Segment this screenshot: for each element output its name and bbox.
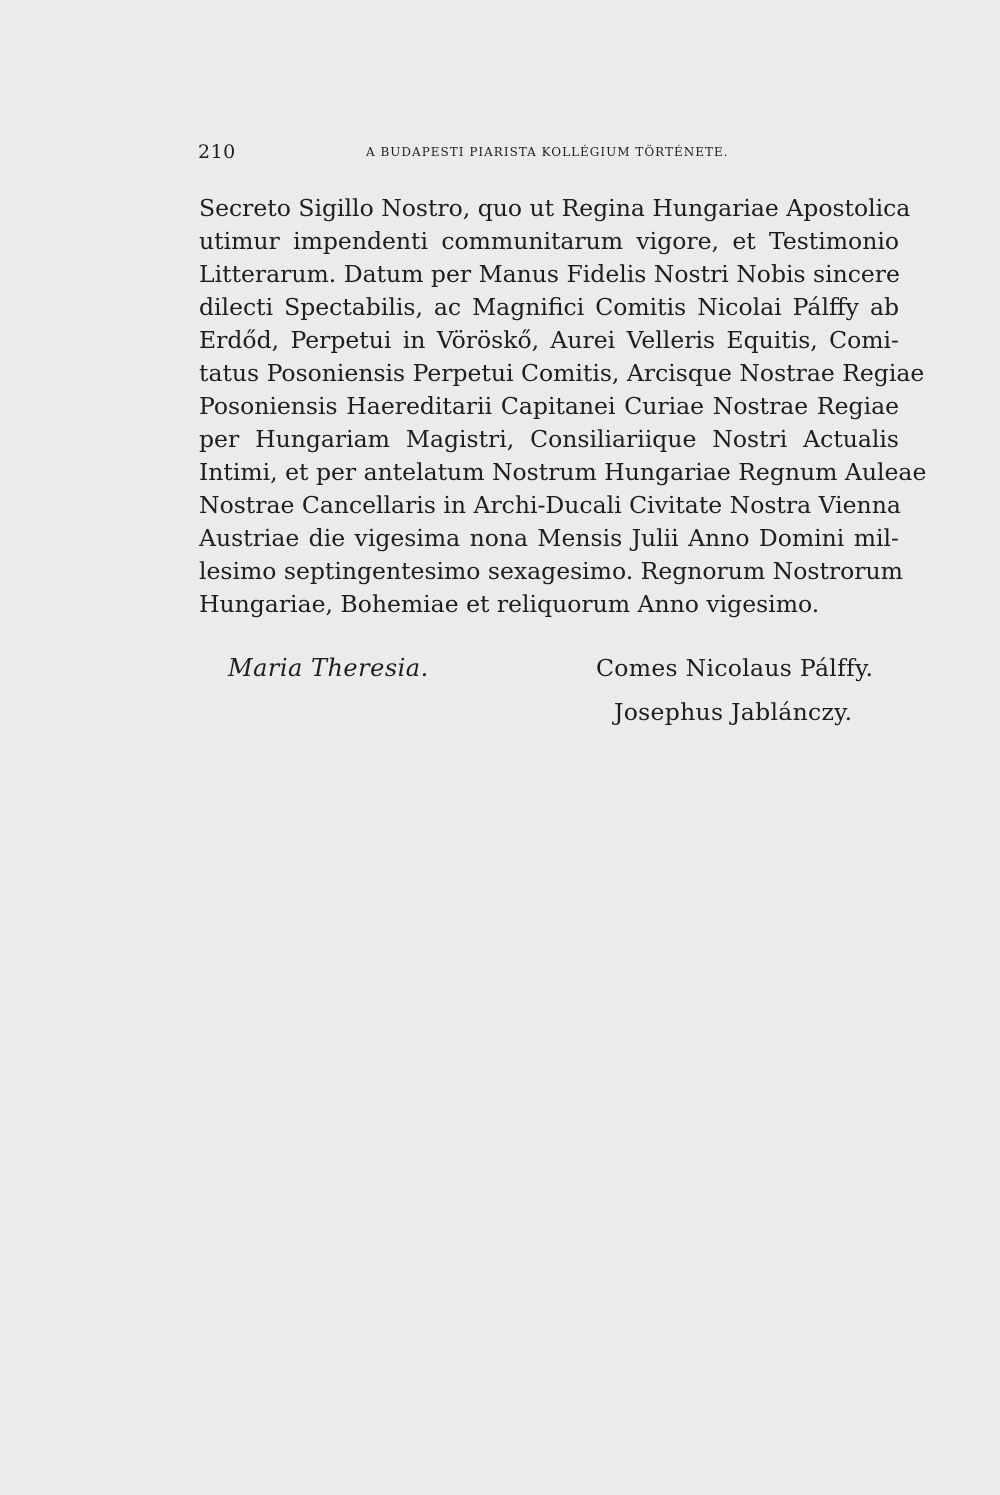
text-line: Nostrae Cancellaris in Archi-Ducali Civitate Nostra Vienna: [199, 491, 901, 519]
page-number: 210: [198, 141, 236, 163]
text-line: per Hungariam Magistri, Consiliariique Nostri Actualis: [199, 425, 899, 453]
text-line: Intimi, et per antelatum Nostrum Hungariae Regnum Auleae: [199, 458, 927, 486]
signature-jablanczy: Josephus Jablánczy.: [614, 698, 853, 726]
text-line: tatus Posoniensis Perpetui Comitis, Arcisque Nostrae Regiae: [199, 359, 925, 387]
text-line: utimur impendenti communitarum vigore, et Testimonio: [199, 227, 899, 255]
text-line: Litterarum. Datum per Manus Fidelis Nostri Nobis sincere: [199, 260, 900, 288]
body-paragraph: [199, 192, 927, 621]
text-line: Erdőd, Perpetui in Vöröskő, Aurei Velleris Equitis, Comi-: [199, 326, 899, 354]
text-line: dilecti Spectabilis, ac Magnifici Comitis Nicolai Pálffy ab: [199, 293, 899, 321]
running-title: A BUDAPESTI PIARISTA KOLLÉGIUM TÖRTÉNETE.: [366, 145, 729, 159]
signature-palffy: Comes Nicolaus Pálffy.: [596, 654, 874, 682]
text-line: Austriae die vigesima nona Mensis Julii Anno Domini mil-: [199, 524, 899, 552]
text-line: Secreto Sigillo Nostro, quo ut Regina Hungariae Apostolica: [199, 194, 911, 222]
text-line: Posoniensis Haereditarii Capitanei Curiae Nostrae Regiae: [199, 392, 899, 420]
page-header: [196, 141, 896, 165]
text-line: lesimo septingentesimo sexagesimo. Regnorum Nostrorum: [199, 557, 903, 585]
text-line: Hungariae, Bohemiae et reliquorum Anno vigesimo.: [199, 590, 820, 618]
signature-maria-theresia: Maria Theresia.: [228, 654, 429, 682]
